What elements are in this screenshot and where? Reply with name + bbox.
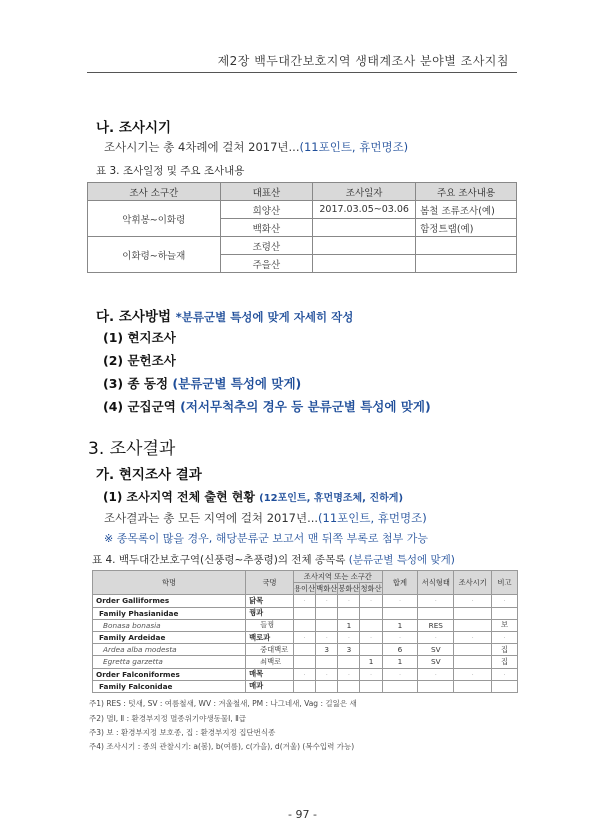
para-format-note: (11포인트, 휴먼명조) bbox=[318, 511, 427, 525]
scientific-name-cell: Family Phasianidae bbox=[93, 607, 246, 619]
site-count-cell: · bbox=[316, 595, 338, 607]
scientific-name-cell: Bonasa bonasia bbox=[93, 619, 246, 631]
section-ga-paragraph bbox=[104, 510, 427, 526]
habitat-cell: · bbox=[418, 595, 454, 607]
schedule-table bbox=[87, 182, 517, 273]
site-count-cell bbox=[360, 680, 382, 692]
method-item bbox=[103, 374, 301, 392]
total-cell: 6 bbox=[382, 644, 418, 656]
subsection-label: (1) 조사지역 전체 출현 현황 bbox=[103, 490, 255, 504]
species-table-body bbox=[93, 595, 518, 693]
site-header: 봉화산 bbox=[338, 583, 360, 595]
remark-cell: 집 bbox=[492, 644, 518, 656]
content-cell: 함정트랩(예) bbox=[416, 219, 517, 237]
table4-caption bbox=[92, 552, 455, 567]
site-count-cell bbox=[316, 656, 338, 668]
site-count-cell bbox=[360, 619, 382, 631]
method-item-label: (3) 종 동정 bbox=[103, 376, 169, 391]
site-count-cell: 1 bbox=[338, 619, 360, 631]
table-row bbox=[88, 237, 517, 255]
section-title-ga: 가. 현지조사 결과 bbox=[96, 467, 202, 483]
period-cell bbox=[454, 619, 492, 631]
running-header: 제2장 백두대간보호지역 생태계조사 분야별 조사지침 bbox=[217, 54, 509, 68]
scientific-name-cell: Family Falconidae bbox=[93, 680, 246, 692]
mountain-cell: 백화산 bbox=[220, 219, 313, 237]
para-format-note: (11포인트, 휴먼명조) bbox=[299, 140, 409, 154]
col-header: 조사시기 bbox=[454, 571, 492, 595]
section-cell: 악휘봉~이화령 bbox=[88, 201, 221, 237]
period-cell bbox=[454, 680, 492, 692]
period-cell bbox=[454, 656, 492, 668]
remark-note: ※ 종목록이 많을 경우, 해당분류군 보고서 맨 뒤쪽 부록로 첨부 가능 bbox=[104, 532, 428, 545]
table-row bbox=[88, 201, 517, 219]
mountain-cell: 주을산 bbox=[220, 255, 313, 273]
site-count-cell: 1 bbox=[360, 656, 382, 668]
chapter-section-title: 3. 조사결과 bbox=[88, 439, 176, 459]
method-item-note: (저서무척추의 경우 등 분류군별 특성에 맞게) bbox=[180, 399, 431, 414]
total-cell: · bbox=[382, 668, 418, 680]
col-header: 비고 bbox=[492, 571, 518, 595]
site-count-cell bbox=[316, 607, 338, 619]
method-item-label: (4) 군집군역 bbox=[103, 399, 176, 414]
total-cell: 1 bbox=[382, 619, 418, 631]
site-count-cell: · bbox=[360, 668, 382, 680]
remark-cell: 보 bbox=[492, 619, 518, 631]
col-header: 학명 bbox=[93, 571, 246, 595]
section-da-label: 다. 조사방법 bbox=[96, 309, 172, 325]
site-count-cell bbox=[316, 619, 338, 631]
scientific-name-cell: Order Falconiformes bbox=[93, 668, 246, 680]
header-rule bbox=[87, 72, 517, 73]
site-count-cell: · bbox=[294, 631, 316, 643]
site-count-cell: · bbox=[338, 595, 360, 607]
korean-name-cell: 백로과 bbox=[246, 631, 294, 643]
table-row bbox=[93, 656, 518, 668]
remark-cell: 집 bbox=[492, 656, 518, 668]
table-row bbox=[93, 607, 518, 619]
site-count-cell: · bbox=[316, 631, 338, 643]
content-cell bbox=[416, 255, 517, 273]
method-item: (1) 현지조사 bbox=[103, 330, 176, 345]
habitat-cell bbox=[418, 680, 454, 692]
section-title-na: 나. 조사시기 bbox=[96, 120, 172, 136]
section-title-da bbox=[96, 305, 353, 325]
total-cell bbox=[382, 680, 418, 692]
scientific-name-cell: Ardea alba modesta bbox=[93, 644, 246, 656]
table-header-row bbox=[93, 571, 518, 583]
site-count-cell: 3 bbox=[338, 644, 360, 656]
total-cell: · bbox=[382, 631, 418, 643]
mountain-cell: 조령산 bbox=[220, 237, 313, 255]
content-cell: 봄철 조류조사(예) bbox=[416, 201, 517, 219]
habitat-cell bbox=[418, 607, 454, 619]
table4-caption-note: (분류군별 특성에 맞게) bbox=[348, 554, 455, 566]
col-header: 합계 bbox=[382, 571, 418, 595]
period-cell: · bbox=[454, 631, 492, 643]
korean-name-cell: 닭목 bbox=[246, 595, 294, 607]
site-count-cell bbox=[360, 644, 382, 656]
period-cell bbox=[454, 607, 492, 619]
date-cell bbox=[313, 219, 416, 237]
site-count-cell: · bbox=[316, 668, 338, 680]
date-cell bbox=[313, 255, 416, 273]
site-count-cell bbox=[294, 619, 316, 631]
site-header: 용이산 bbox=[294, 583, 316, 595]
korean-name-cell: 꿩과 bbox=[246, 607, 294, 619]
korean-name-cell: 매과 bbox=[246, 680, 294, 692]
subsection-note: (12포인트, 휴먼명조체, 진하게) bbox=[259, 493, 404, 504]
site-count-cell bbox=[294, 607, 316, 619]
date-cell: 2017.03.05~03.06 bbox=[313, 201, 416, 219]
col-header: 조사 소구간 bbox=[88, 183, 221, 201]
site-count-cell bbox=[338, 656, 360, 668]
mountain-cell: 희양산 bbox=[220, 201, 313, 219]
remark-cell bbox=[492, 680, 518, 692]
korean-name-cell: 들꿩 bbox=[246, 619, 294, 631]
species-table bbox=[92, 570, 518, 693]
remark-cell bbox=[492, 607, 518, 619]
habitat-cell: SV bbox=[418, 644, 454, 656]
site-count-cell bbox=[294, 656, 316, 668]
site-count-cell bbox=[294, 644, 316, 656]
table-footnote: 주1) RES : 텃새, SV : 여름철새, WV : 겨울철새, PM : 나그네새, Vag : 길잃은 새 bbox=[89, 699, 357, 708]
habitat-cell: · bbox=[418, 631, 454, 643]
content-cell bbox=[416, 237, 517, 255]
site-count-cell bbox=[316, 680, 338, 692]
col-header: 대표산 bbox=[220, 183, 313, 201]
remark-cell: · bbox=[492, 595, 518, 607]
section-da-note: *분류군별 특성에 맞게 자세히 작성 bbox=[175, 310, 354, 324]
site-count-cell bbox=[338, 680, 360, 692]
period-cell bbox=[454, 644, 492, 656]
site-count-cell: · bbox=[360, 595, 382, 607]
col-header: 국명 bbox=[246, 571, 294, 595]
total-cell: · bbox=[382, 595, 418, 607]
site-header: 백화산 bbox=[316, 583, 338, 595]
method-item-note: (분류군별 특성에 맞게) bbox=[172, 376, 302, 391]
page-number: - 97 - bbox=[288, 808, 317, 821]
scientific-name-cell: Egretta garzetta bbox=[93, 656, 246, 668]
table3-caption: 표 3. 조사일정 및 주요 조사내용 bbox=[96, 165, 245, 177]
col-header: 조사일자 bbox=[313, 183, 416, 201]
table-row bbox=[93, 631, 518, 643]
site-count-cell: · bbox=[360, 631, 382, 643]
table-row bbox=[93, 644, 518, 656]
site-count-cell: 3 bbox=[316, 644, 338, 656]
scientific-name-cell: Family Ardeidae bbox=[93, 631, 246, 643]
method-item bbox=[103, 397, 431, 415]
korean-name-cell: 쇠백로 bbox=[246, 656, 294, 668]
col-header: 주요 조사내용 bbox=[416, 183, 517, 201]
table-footnote: 주3) 보 : 환경부지정 보호종, 집 : 환경부지정 집단번식종 bbox=[89, 728, 276, 737]
total-cell: 1 bbox=[382, 656, 418, 668]
period-cell: · bbox=[454, 595, 492, 607]
table-row bbox=[93, 668, 518, 680]
method-item: (2) 문헌조사 bbox=[103, 353, 176, 368]
table-row bbox=[93, 595, 518, 607]
korean-name-cell: 매목 bbox=[246, 668, 294, 680]
col-group-header: 조사지역 또는 소구간 bbox=[294, 571, 383, 583]
scientific-name-cell: Order Galliformes bbox=[93, 595, 246, 607]
subsection-title bbox=[103, 488, 403, 505]
section-cell: 이화령~하늘재 bbox=[88, 237, 221, 273]
habitat-cell: SV bbox=[418, 656, 454, 668]
site-count-cell: · bbox=[338, 668, 360, 680]
para-text: 조사결과는 총 모든 지역에 걸쳐 2017년... bbox=[104, 511, 319, 525]
habitat-cell: · bbox=[418, 668, 454, 680]
remark-cell: · bbox=[492, 631, 518, 643]
site-header: 청화산 bbox=[360, 583, 382, 595]
site-count-cell: · bbox=[294, 595, 316, 607]
table-row bbox=[93, 619, 518, 631]
total-cell bbox=[382, 607, 418, 619]
habitat-cell: RES bbox=[418, 619, 454, 631]
site-count-cell bbox=[294, 680, 316, 692]
site-count-cell: · bbox=[294, 668, 316, 680]
table4-caption-text: 표 4. 백두대간보호구역(신풍령~추풍령)의 전체 종목록 bbox=[92, 554, 346, 566]
para-text: 조사시기는 총 4차례에 걸쳐 2017년... bbox=[104, 140, 300, 154]
section-na-paragraph bbox=[104, 139, 408, 155]
site-count-cell bbox=[360, 607, 382, 619]
table-footnote: 주4) 조사시기 : 종의 관찰시기: a(봄), b(여름), c(가을), d(겨울) (복수입력 가능) bbox=[89, 742, 355, 751]
date-cell bbox=[313, 237, 416, 255]
period-cell: · bbox=[454, 668, 492, 680]
site-count-cell bbox=[338, 607, 360, 619]
korean-name-cell: 중대백로 bbox=[246, 644, 294, 656]
site-count-cell: · bbox=[338, 631, 360, 643]
remark-cell: · bbox=[492, 668, 518, 680]
table-row bbox=[93, 680, 518, 692]
col-header: 서식형태 bbox=[418, 571, 454, 595]
table-footnote: 주2) 멸Ⅰ, Ⅱ : 환경부지정 멸종위기야생동물Ⅰ, Ⅱ급 bbox=[89, 714, 247, 723]
table-header-row bbox=[88, 183, 517, 201]
